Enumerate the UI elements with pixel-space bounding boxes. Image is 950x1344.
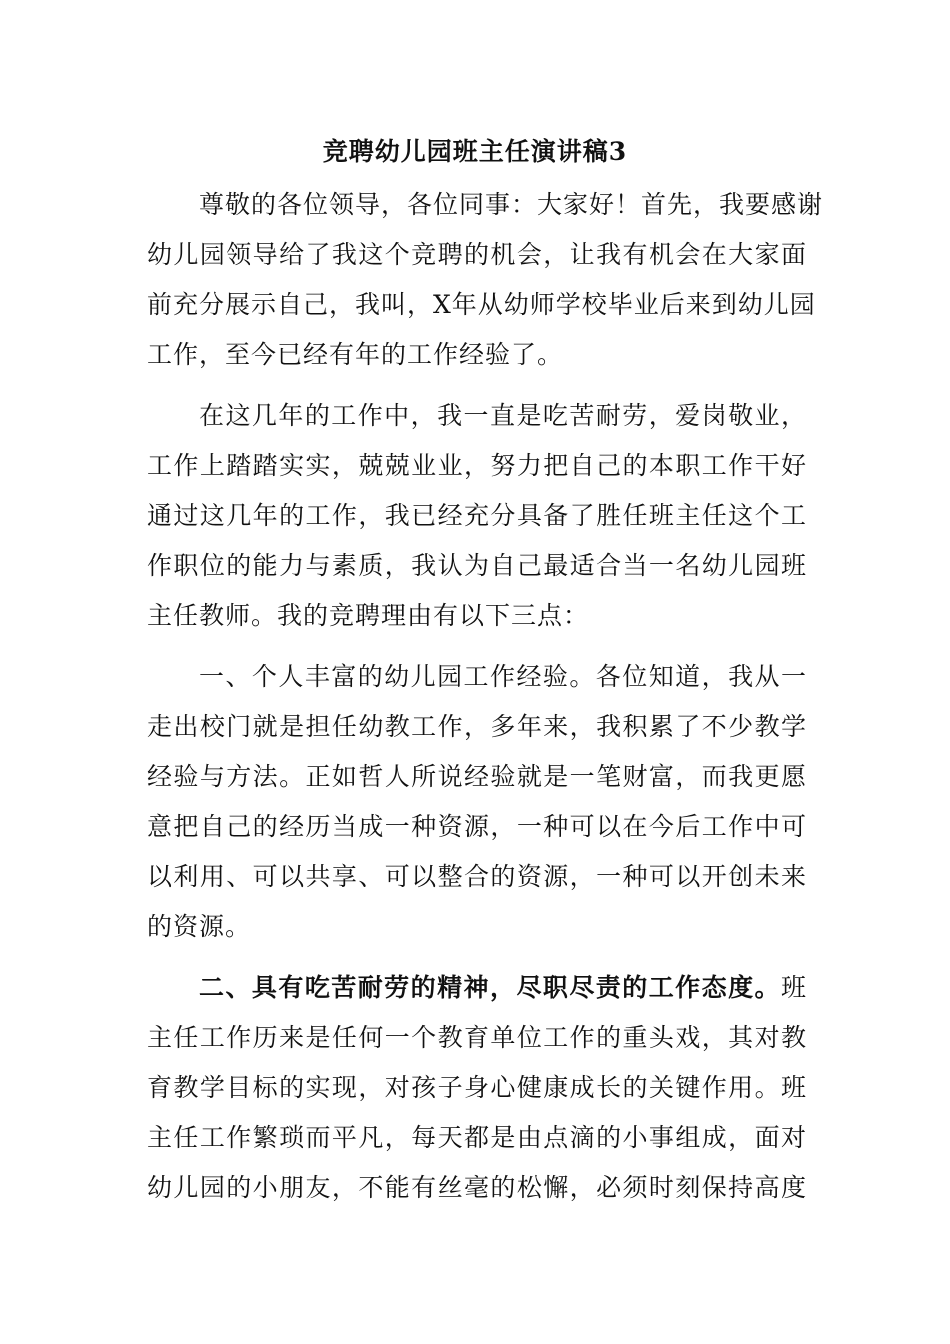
paragraph-line: 一、个人丰富的幼儿园工作经验。各位知道，我从一 (199, 662, 807, 691)
bold-heading-text: 二、具有吃苦耐劳的精神，尽职尽责的工作态度。 (199, 973, 781, 1002)
paragraph-line: 主任工作历来是任何一个教育单位工作的重头戏，其对教 (147, 1023, 807, 1052)
paragraph-line: 工作，至今已经有年的工作经验了。 (147, 340, 564, 369)
paragraph-line: 工作上踏踏实实，兢兢业业，努力把自己的本职工作干好 (147, 451, 807, 480)
paragraph-line: 以利用、可以共享、可以整合的资源，一种可以开创未来 (147, 862, 807, 891)
paragraph-line: 主任教师。我的竞聘理由有以下三点： (147, 601, 590, 630)
paragraph-line: 走出校门就是担任幼教工作，多年来，我积累了不少教学 (147, 712, 807, 741)
paragraph-line (147, 963, 807, 1013)
paragraph-line: 幼儿园的小朋友，不能有丝毫的松懈，必须时刻保持高度 (147, 1173, 807, 1202)
line-continuation: 班 (780, 973, 807, 1002)
paragraph-line: 前充分展示自己，我叫，X年从幼师学校毕业后来到幼儿园 (147, 290, 816, 319)
paragraph-line: 在这几年的工作中，我一直是吃苦耐劳，爱岗敬业， (199, 401, 807, 430)
paragraph-line: 主任工作繁琐而平凡，每天都是由点滴的小事组成，面对 (147, 1123, 807, 1152)
paragraph-line: 通过这几年的工作，我已经充分具备了胜任班主任这个工 (147, 501, 807, 530)
document-body (147, 180, 824, 1213)
paragraph-line: 经验与方法。正如哲人所说经验就是一笔财富，而我更愿 (147, 762, 807, 791)
paragraph-line: 意把自己的经历当成一种资源，一种可以在今后工作中可 (147, 812, 807, 841)
paragraph-1 (147, 180, 824, 380)
paragraph-line: 尊敬的各位领导，各位同事：大家好！首先，我要感谢 (199, 190, 824, 219)
paragraph-line: 育教学目标的实现，对孩子身心健康成长的关键作用。班 (147, 1073, 807, 1102)
paragraph-3 (147, 652, 807, 952)
paragraph-line: 的资源。 (147, 912, 252, 941)
paragraph-line: 幼儿园领导给了我这个竞聘的机会，让我有机会在大家面 (147, 240, 807, 269)
paragraph-4 (147, 963, 807, 1213)
document-title: 竞聘幼儿园班主任演讲稿3 (322, 137, 628, 166)
paragraph-line: 作职位的能力与素质，我认为自己最适合当一名幼儿园班 (147, 551, 807, 580)
paragraph-2 (147, 391, 807, 641)
